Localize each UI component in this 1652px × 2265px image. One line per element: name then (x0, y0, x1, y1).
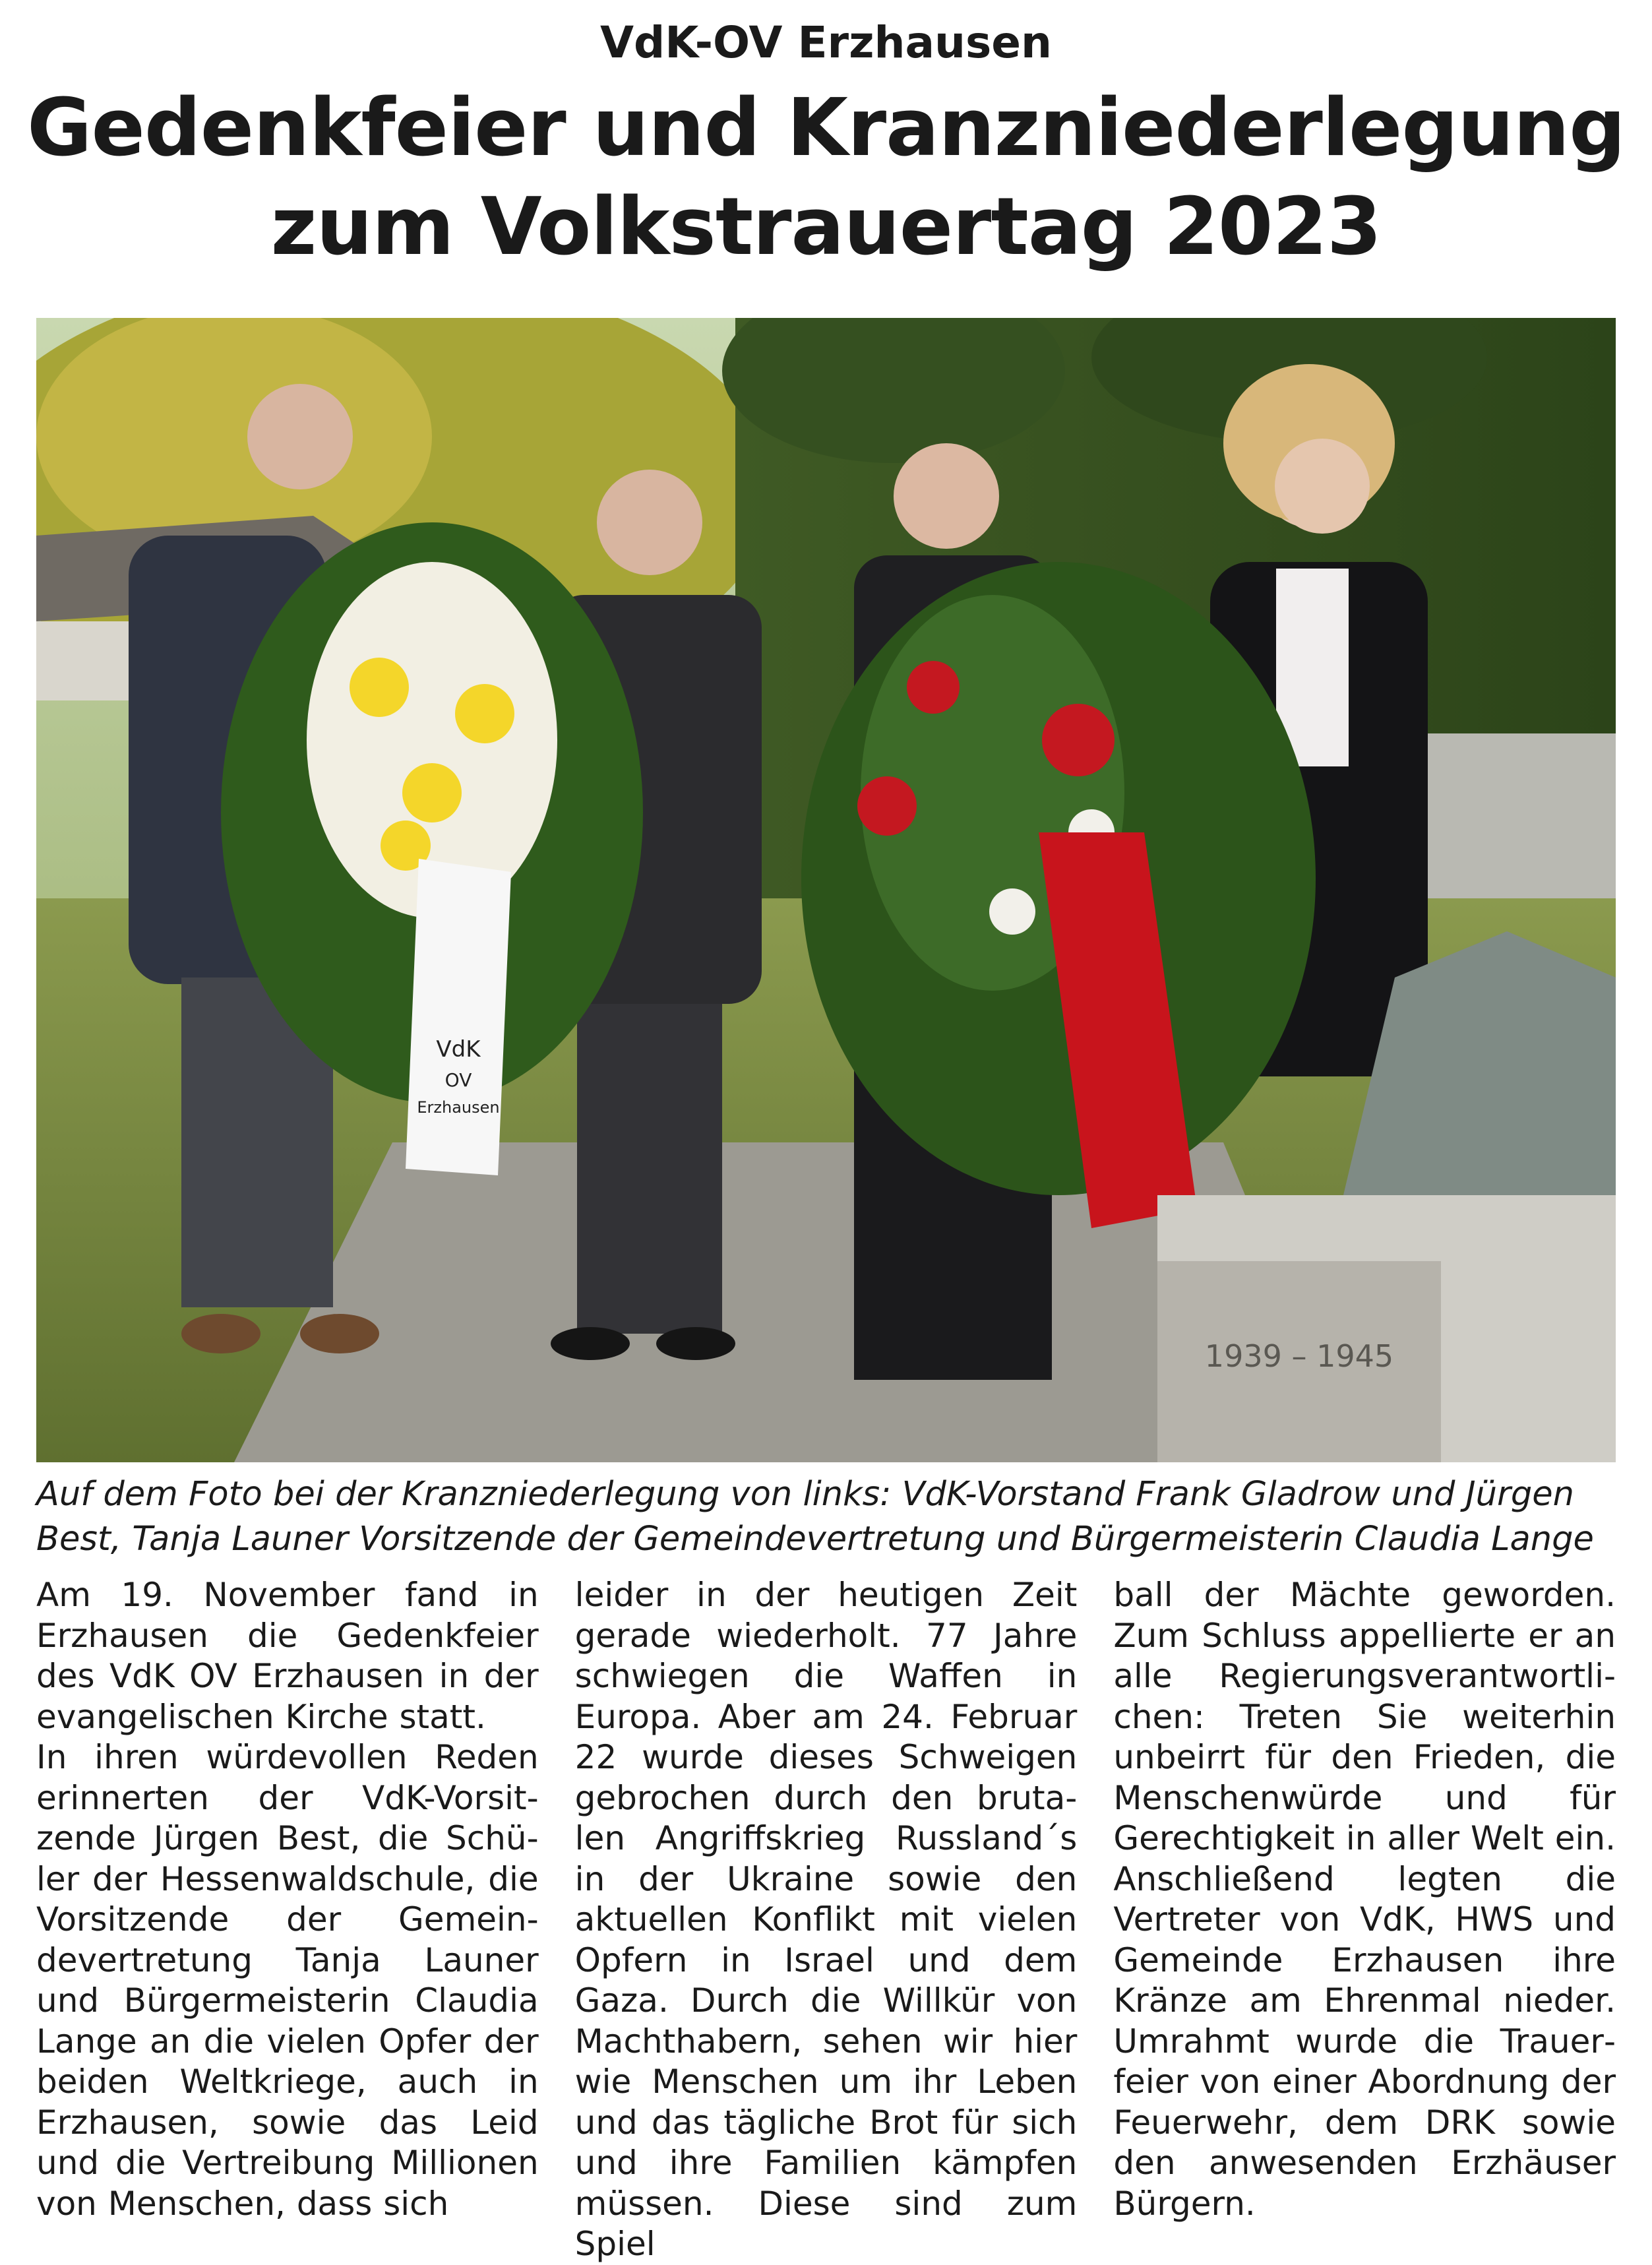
caption-line-2: Best, Tanja Launer Vorsitzende der Gemeindevertretung und Bürgermeisterin Claudia Lange (36, 1520, 1594, 1559)
stone-inscription: 1939 – 1945 (1204, 1338, 1394, 1374)
paragraph: ball der Mächte geworden. Zum Schluss appellierte er an alle Regierungsverantwortlichen: Treten Sie weiterhin unbeirrt für den Frieden, die Menschenwürde und für Gerechtigkeit in aller Welt ein. Anschließend legten die Vertreter von VdK, HWS und Gemeinde Erzhausen ihre Kränze am Ehrenmal nieder. Umrahmt wurde die Trauerfeier von einer Abordnung der Feuerwehr, dem DRK sowie den anwesenden Erzhäuser Bürgern. (1113, 1576, 1616, 2223)
column-2 (574, 1575, 1078, 2263)
article-photo (36, 318, 1616, 1462)
paragraph: In ihren würdevollen Reden erinnerten der VdK-Vorsitzende Jürgen Best, die Schüler der Hessenwaldschule, die Vorsitzende der Gemeindevertretung Tanja Launer und Bürgermeisterin Claudia Lange an die vielen Opfer der beiden Weltkriege, auch in Erzhausen, sowie das Leid und die Vertreibung Millionen von Menschen, dass sich (36, 1738, 539, 2223)
column-1 (36, 1575, 539, 2223)
headline-line-1: Gedenkfeier und Kranzniederlegung (26, 82, 1625, 174)
paragraph: leider in der heutigen Zeit gerade wiederholt. 77 Jahre schwiegen die Waffen in Europa. Aber am 24. Februar 22 wurde dieses Schweigen gebrochen durch den brutalen Angriffskrieg Russland´s in der Ukraine sowie den aktuellen Konflikt mit vielen Opfern in Israel und dem Gaza. Durch die Willkür von Machthabern, sehen wir hier wie Menschen um ihr Leben und das tägliche Brot für sich und ihre Familien kämpfen müssen. Diese sind zum Spiel (574, 1576, 1078, 2263)
white-ribbon (406, 859, 511, 1175)
caption-line-1: Auf dem Foto bei der Kranzniederlegung von links: VdK-Vorstand Frank Gladrow und Jürgen (36, 1475, 1574, 1514)
ribbon-text-erzhausen: Erzhausen (417, 1098, 500, 1117)
photo-illustration (36, 318, 1616, 1462)
kicker-line: VdK-OV Erzhausen (599, 17, 1053, 68)
headline-line-2: zum Volkstrauertag 2023 (270, 181, 1382, 273)
ribbon-text-ov: OV (444, 1069, 472, 1091)
paragraph: Am 19. November fand in Erzhausen die Gedenkfeier des VdK OV Erzhausen in der evangelischen Kirche statt. (36, 1576, 539, 1736)
column-3 (1113, 1575, 1616, 2223)
photo-caption (36, 1472, 1616, 1562)
ribbon-text-vdk: VdK (436, 1036, 481, 1063)
article-headline (20, 79, 1632, 277)
article-body (36, 1575, 1616, 2263)
